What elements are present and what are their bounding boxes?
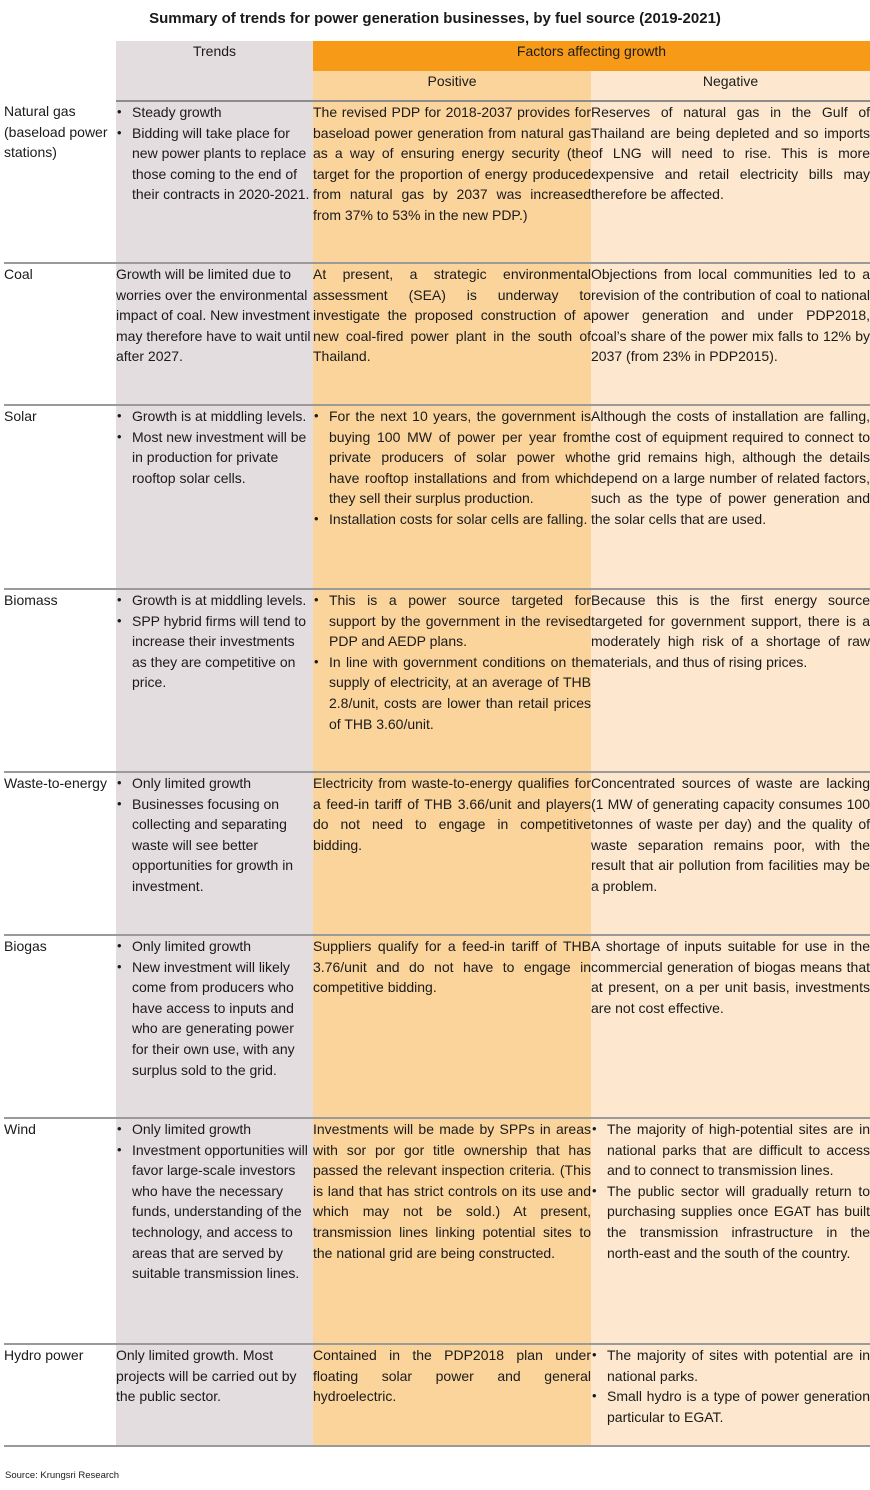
fuel-source-cell: Hydro power — [4, 1344, 116, 1446]
positive-cell — [313, 772, 591, 935]
bullet-item: • Only limited growth — [116, 773, 313, 794]
positive-text: Investments will be made by SPPs in areas with sor por gor title ownership that has passed the relevant inspection criteria. (This is land that has strict controls on its use and which may not be sold.) At present, transmission lines linking potential sites to the national grid are being constructed. — [313, 1121, 591, 1261]
bullet-item: • Only limited growth — [116, 936, 313, 957]
table-row — [4, 405, 870, 589]
negative-text: Because this is the first energy source targeted for government support, there is a moderately high risk of a shortage of raw materials, and thus of rising prices. — [591, 592, 870, 670]
positive-text: Contained in the PDP2018 plan under floating solar power and general hydroelectric. — [313, 1347, 591, 1405]
positive-cell — [313, 405, 591, 589]
trends-bullet-list — [116, 936, 313, 1080]
negative-text: Although the costs of installation are falling, the cost of equipment required to connect to the grid remains high, although the details depend on a large number of related factors, such as the type of power generation and the solar cells that are used. — [591, 408, 870, 527]
trends-cell — [116, 101, 313, 263]
negative-bullet-list — [591, 1345, 870, 1427]
positive-cell — [313, 589, 591, 772]
trends-bullet-list — [116, 1119, 313, 1284]
positive-text: Suppliers qualify for a feed-in tariff of THB 3.76/unit and do not have to engage in competitive bidding. — [313, 938, 591, 996]
negative-cell — [591, 772, 870, 935]
negative-text: Reserves of natural gas in the Gulf of Thailand are being depleted and so imports of LNG will need to rise. This is more expensive and retail electricity bills may therefore be affected. — [591, 104, 870, 203]
bullet-item: • Growth is at middling levels. — [116, 590, 313, 611]
positive-bullet-list — [313, 590, 591, 734]
fuel-source-cell: Natural gas (baseload power stations) — [4, 101, 116, 263]
trends-cell — [116, 589, 313, 772]
bullet-item: • SPP hybrid firms will tend to increase their investments as they are competitive on price. — [116, 611, 313, 693]
negative-cell — [591, 1344, 870, 1446]
fuel-source-cell: Biomass — [4, 589, 116, 772]
header-negative: Negative — [591, 71, 870, 101]
bullet-item: • Investment opportunities will favor large-scale investors who have the necessary funds, understanding of the technology, and access to areas that are served by suitable transmission lines. — [116, 1140, 313, 1284]
positive-bullet-list — [313, 406, 591, 530]
trends-cell — [116, 1344, 313, 1446]
trends-cell — [116, 935, 313, 1118]
positive-cell — [313, 101, 591, 263]
fuel-source-cell: Wind — [4, 1118, 116, 1344]
bullet-item: • The majority of high-potential sites are in national parks that are difficult to access and to connect to transmission lines. — [591, 1119, 870, 1181]
bullet-item: • In line with government conditions on the supply of electricity, at an average of THB 2.8/unit, costs are lower than retail prices of THB 3.60/unit. — [313, 652, 591, 734]
negative-cell — [591, 1118, 870, 1344]
table-row — [4, 772, 870, 935]
positive-cell — [313, 1118, 591, 1344]
trends-cell — [116, 263, 313, 405]
trends-text: Growth will be limited due to worries over the environmental impact of coal. New investment may therefore have to wait until after 2027. — [116, 266, 311, 365]
negative-cell — [591, 589, 870, 772]
positive-cell — [313, 263, 591, 405]
positive-cell — [313, 1344, 591, 1446]
header-trends: Trends — [116, 41, 313, 101]
positive-text: At present, a strategic environmental assessment (SEA) is underway to investigate the proposed construction of a new coal-fired power plant in the south of Thailand. — [313, 266, 591, 365]
table-row — [4, 935, 870, 1118]
fuel-source-cell: Coal — [4, 263, 116, 405]
negative-cell — [591, 101, 870, 263]
bullet-item: • Growth is at middling levels. — [116, 406, 313, 427]
bullet-item: • Small hydro is a type of power generation particular to EGAT. — [591, 1386, 870, 1427]
header-positive: Positive — [313, 71, 591, 101]
negative-bullet-list — [591, 1119, 870, 1263]
header-corner — [4, 41, 116, 101]
fuel-source-cell: Biogas — [4, 935, 116, 1118]
bullet-item: • The majority of sites with potential are in national parks. — [591, 1345, 870, 1386]
bullet-item: • For the next 10 years, the government is buying 100 MW of power per year from private producers of solar power who have rooftop installations and from which they sell their surplus production. — [313, 406, 591, 509]
trends-bullet-list — [116, 406, 313, 488]
negative-text: Concentrated sources of waste are lacking (1 MW of generating capacity consumes 100 tonnes of waste per day) and the quality of waste separation remains poor, with the result that air pollution from facilities may be a problem. — [591, 775, 870, 894]
table-row — [4, 1344, 870, 1446]
negative-text: A shortage of inputs suitable for use in the commercial generation of biogas means that at present, on a per unit basis, investments are not cost effective. — [591, 938, 870, 1016]
table-row — [4, 1118, 870, 1344]
trends-cell — [116, 1118, 313, 1344]
trends-bullet-list — [116, 590, 313, 693]
negative-cell — [591, 935, 870, 1118]
fuel-source-cell: Solar — [4, 405, 116, 589]
table-row — [4, 589, 870, 772]
bullet-item: • New investment will likely come from producers who have access to inputs and who are generating power for their own use, with any surplus sold to the grid. — [116, 957, 313, 1081]
positive-text: The revised PDP for 2018-2037 provides for baseload power generation from natural gas as a way of ensuring energy security (the target for the proportion of energy produced from natural gas by 2037 was increased from 37% to 53% in the new PDP.) — [313, 104, 591, 223]
trends-text: Only limited growth. Most projects will be carried out by the public sector. — [116, 1347, 297, 1405]
bullet-item: • The public sector will gradually return to purchasing supplies once EGAT has built the transmission infrastructure in the north-east and the south of the country. — [591, 1181, 870, 1263]
bullet-item: • Bidding will take place for new power plants to replace those coming to the end of their contracts in 2020-2021. — [116, 123, 313, 205]
bullet-item: • Steady growth — [116, 102, 313, 123]
negative-cell — [591, 263, 870, 405]
positive-cell — [313, 935, 591, 1118]
bullet-item: • Only limited growth — [116, 1119, 313, 1140]
page-title: Summary of trends for power generation businesses, by fuel source (2019-2021) — [149, 10, 721, 27]
positive-text: Electricity from waste-to-energy qualifies for a feed-in tariff of THB 3.66/unit and players do not need to engage in competitive bidding. — [313, 775, 591, 853]
fuel-source-cell: Waste-to-energy — [4, 772, 116, 935]
negative-cell — [591, 405, 870, 589]
trends-bullet-list — [116, 773, 313, 897]
bullet-item: • Installation costs for solar cells are falling. — [313, 509, 591, 530]
table-row — [4, 101, 870, 263]
header-factors: Factors affecting growth — [313, 41, 870, 71]
trends-cell — [116, 772, 313, 935]
fuel-trends-table — [4, 41, 870, 1447]
bullet-item: • Most new investment will be in production for private rooftop solar cells. — [116, 427, 313, 489]
trends-cell — [116, 405, 313, 589]
negative-text: Objections from local communities led to a revision of the contribution of coal to national power generation and under PDP2018, coal’s share of the power mix falls to 12% by 2037 (from 23% in PDP2015). — [591, 266, 870, 365]
bullet-item: • This is a power source targeted for support by the government in the revised PDP and AEDP plans. — [313, 590, 591, 652]
table-body — [4, 101, 870, 1446]
bullet-item: • Businesses focusing on collecting and separating waste will see better opportunities for growth in investment. — [116, 794, 313, 897]
trends-bullet-list — [116, 102, 313, 205]
table-row — [4, 263, 870, 405]
source-note: Source: Krungsri Research — [5, 1470, 120, 1481]
